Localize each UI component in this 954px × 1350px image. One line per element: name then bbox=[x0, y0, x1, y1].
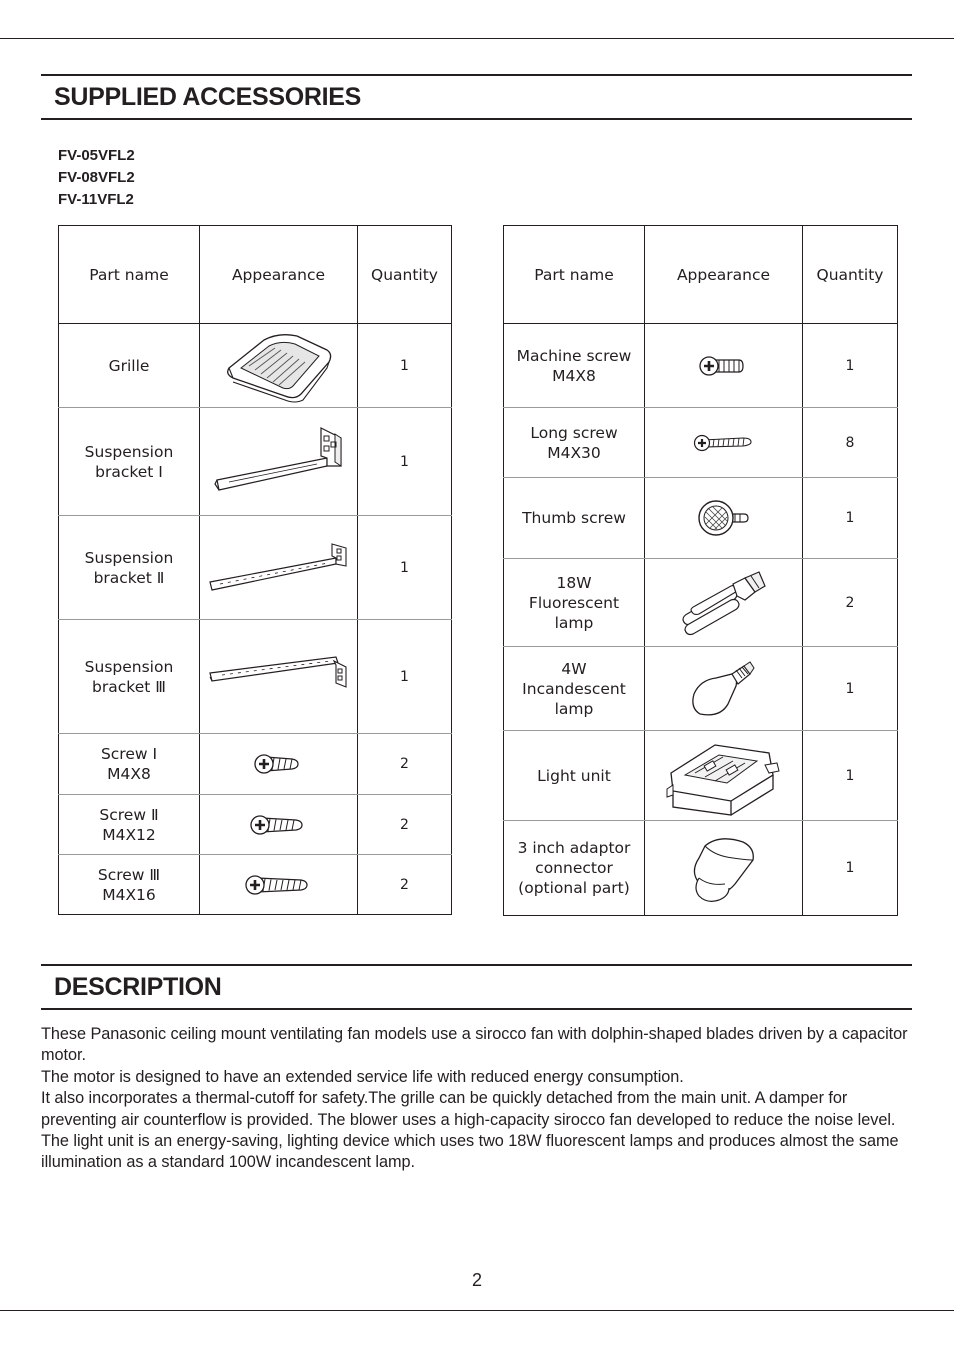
quantity-cell: 1 bbox=[803, 647, 898, 731]
appearance-cell bbox=[200, 795, 358, 855]
long-screw-icon bbox=[693, 430, 755, 456]
bracket-2-icon bbox=[206, 538, 351, 598]
part-name bbox=[504, 559, 645, 647]
part-name bbox=[59, 516, 200, 620]
appearance-cell bbox=[200, 734, 358, 795]
table-row bbox=[59, 324, 452, 408]
part-name-line: Suspension bbox=[84, 548, 174, 567]
part-name-line: Thumb screw bbox=[522, 509, 626, 527]
part-name bbox=[504, 324, 645, 408]
table-row bbox=[504, 821, 898, 916]
table-row bbox=[59, 734, 452, 795]
part-name bbox=[59, 795, 200, 855]
part-name-line: 4W bbox=[561, 659, 587, 678]
part-name-line: Grille bbox=[108, 356, 150, 375]
part-name-line: Suspension bbox=[84, 442, 174, 461]
light-unit-icon bbox=[665, 735, 783, 817]
header-appearance: Appearance bbox=[200, 226, 358, 324]
part-name-line: Light unit bbox=[537, 766, 611, 785]
part-name-line: M4X8 bbox=[552, 366, 596, 385]
part-name-line: bracket Ⅰ bbox=[95, 462, 163, 481]
header-quantity: Quantity bbox=[803, 226, 898, 324]
appearance-cell bbox=[645, 821, 803, 916]
screw-m4x12-icon bbox=[250, 810, 308, 840]
part-name bbox=[504, 647, 645, 731]
bottom-rule bbox=[0, 1310, 954, 1311]
part-name-line: M4X8 bbox=[107, 765, 151, 783]
part-name-line: Screw Ⅰ bbox=[100, 745, 158, 763]
appearance-cell bbox=[645, 324, 803, 408]
quantity-cell: 1 bbox=[358, 620, 452, 734]
quantity-cell: 1 bbox=[358, 516, 452, 620]
quantity-cell: 1 bbox=[358, 408, 452, 516]
quantity-cell: 2 bbox=[358, 795, 452, 855]
header-part-name: Part name bbox=[59, 226, 200, 324]
top-rule bbox=[0, 38, 954, 39]
part-name-line: M4X12 bbox=[102, 825, 156, 844]
accessories-rule-bottom bbox=[41, 118, 912, 120]
model-number: FV-05VFL2 bbox=[58, 147, 135, 164]
appearance-cell bbox=[645, 408, 803, 478]
table-header-row bbox=[59, 226, 452, 324]
description-rule-bottom bbox=[41, 1008, 912, 1010]
description-heading: DESCRIPTION bbox=[54, 973, 222, 1001]
model-list bbox=[58, 145, 135, 211]
table-row bbox=[504, 408, 898, 478]
model-number: FV-08VFL2 bbox=[58, 169, 135, 186]
description-body bbox=[41, 1024, 926, 1174]
appearance-cell bbox=[200, 620, 358, 734]
bracket-3-icon bbox=[206, 647, 351, 707]
part-name bbox=[59, 620, 200, 734]
table-row bbox=[504, 647, 898, 731]
part-name-line: Suspension bbox=[84, 657, 174, 676]
quantity-cell: 1 bbox=[803, 324, 898, 408]
part-name-line: Incandescent bbox=[522, 679, 626, 698]
accessories-heading: SUPPLIED ACCESSORIES bbox=[54, 83, 362, 111]
model-number: FV-11VFL2 bbox=[58, 191, 134, 208]
part-name-line: bracket Ⅱ bbox=[93, 568, 165, 587]
description-paragraph: These Panasonic ceiling mount ventilating fan models use a sirocco fan with dolphin-shaped blades driven by a capacitor motor. bbox=[41, 1025, 908, 1065]
table-row bbox=[504, 324, 898, 408]
screw-m4x8-icon bbox=[254, 749, 304, 779]
appearance-cell bbox=[200, 408, 358, 516]
part-name-line: Long screw bbox=[530, 423, 618, 442]
part-name bbox=[504, 731, 645, 821]
description-rule-top bbox=[41, 964, 912, 966]
part-name-line: M4X30 bbox=[547, 443, 601, 462]
part-name-line: Screw Ⅲ bbox=[97, 865, 161, 884]
accessories-table-right bbox=[503, 225, 898, 916]
part-name-line: lamp bbox=[554, 699, 594, 718]
table-row bbox=[504, 478, 898, 559]
quantity-cell: 2 bbox=[358, 734, 452, 795]
appearance-cell bbox=[200, 516, 358, 620]
appearance-cell bbox=[200, 324, 358, 408]
part-name bbox=[504, 408, 645, 478]
part-name bbox=[59, 324, 200, 408]
screw-m4x16-icon bbox=[245, 870, 313, 900]
grille-icon bbox=[219, 328, 339, 404]
part-name-line: M4X16 bbox=[102, 885, 156, 904]
part-name bbox=[504, 478, 645, 559]
part-name-line: 3 inch adaptor bbox=[517, 839, 631, 857]
incandescent-lamp-icon bbox=[688, 658, 760, 720]
accessories-rule-top bbox=[41, 74, 912, 76]
part-name-line: bracket Ⅲ bbox=[92, 677, 166, 696]
accessories-table-left bbox=[58, 225, 452, 915]
table-row bbox=[59, 620, 452, 734]
part-name-line: connector bbox=[535, 859, 613, 877]
appearance-cell bbox=[200, 855, 358, 915]
part-name bbox=[59, 734, 200, 795]
header-appearance: Appearance bbox=[645, 226, 803, 324]
part-name bbox=[504, 821, 645, 916]
appearance-cell bbox=[645, 731, 803, 821]
description-paragraph: The motor is designed to have an extended service life with reduced energy consumption. bbox=[41, 1067, 684, 1086]
part-name-line: 18W bbox=[556, 573, 592, 592]
quantity-cell: 8 bbox=[803, 408, 898, 478]
part-name-line: Screw Ⅱ bbox=[99, 805, 159, 824]
part-name bbox=[59, 408, 200, 516]
appearance-cell bbox=[645, 478, 803, 559]
quantity-cell: 1 bbox=[803, 478, 898, 559]
part-name-line: lamp bbox=[554, 613, 594, 632]
header-quantity: Quantity bbox=[358, 226, 452, 324]
appearance-cell bbox=[645, 647, 803, 731]
header-part-name: Part name bbox=[504, 226, 645, 324]
quantity-cell: 1 bbox=[803, 821, 898, 916]
quantity-cell: 1 bbox=[358, 324, 452, 408]
table-row bbox=[59, 516, 452, 620]
machine-screw-icon bbox=[699, 351, 749, 381]
table-row bbox=[59, 408, 452, 516]
description-paragraph: It also incorporates a thermal-cutoff for safety.The grille can be quickly detached from the main unit. A damper for preventing air counterflow is provided. The blower uses a high-capacity sirocco fan developed to reduce the noise level. bbox=[41, 1089, 896, 1129]
page-number: 2 bbox=[471, 1270, 482, 1290]
fluorescent-lamp-icon bbox=[679, 570, 769, 636]
description-paragraph: The light unit is an energy-saving, lighting device which uses two 18W fluorescent lamps and produces almost the same illumination as a standard 100W incandescent lamp. bbox=[41, 1132, 899, 1172]
table-header-row bbox=[504, 226, 898, 324]
quantity-cell: 2 bbox=[803, 559, 898, 647]
appearance-cell bbox=[645, 559, 803, 647]
quantity-cell: 1 bbox=[803, 731, 898, 821]
quantity-cell: 2 bbox=[358, 855, 452, 915]
table-row bbox=[504, 731, 898, 821]
table-row bbox=[59, 855, 452, 915]
part-name-line: (optional part) bbox=[518, 879, 630, 897]
table-row bbox=[504, 559, 898, 647]
thumb-screw-icon bbox=[696, 497, 752, 539]
part-name-line: Machine screw bbox=[516, 346, 632, 365]
adaptor-connector-icon bbox=[689, 832, 759, 904]
bracket-1-icon bbox=[209, 422, 349, 502]
table-row bbox=[59, 795, 452, 855]
part-name-line: Fluorescent bbox=[528, 593, 620, 612]
part-name bbox=[59, 855, 200, 915]
